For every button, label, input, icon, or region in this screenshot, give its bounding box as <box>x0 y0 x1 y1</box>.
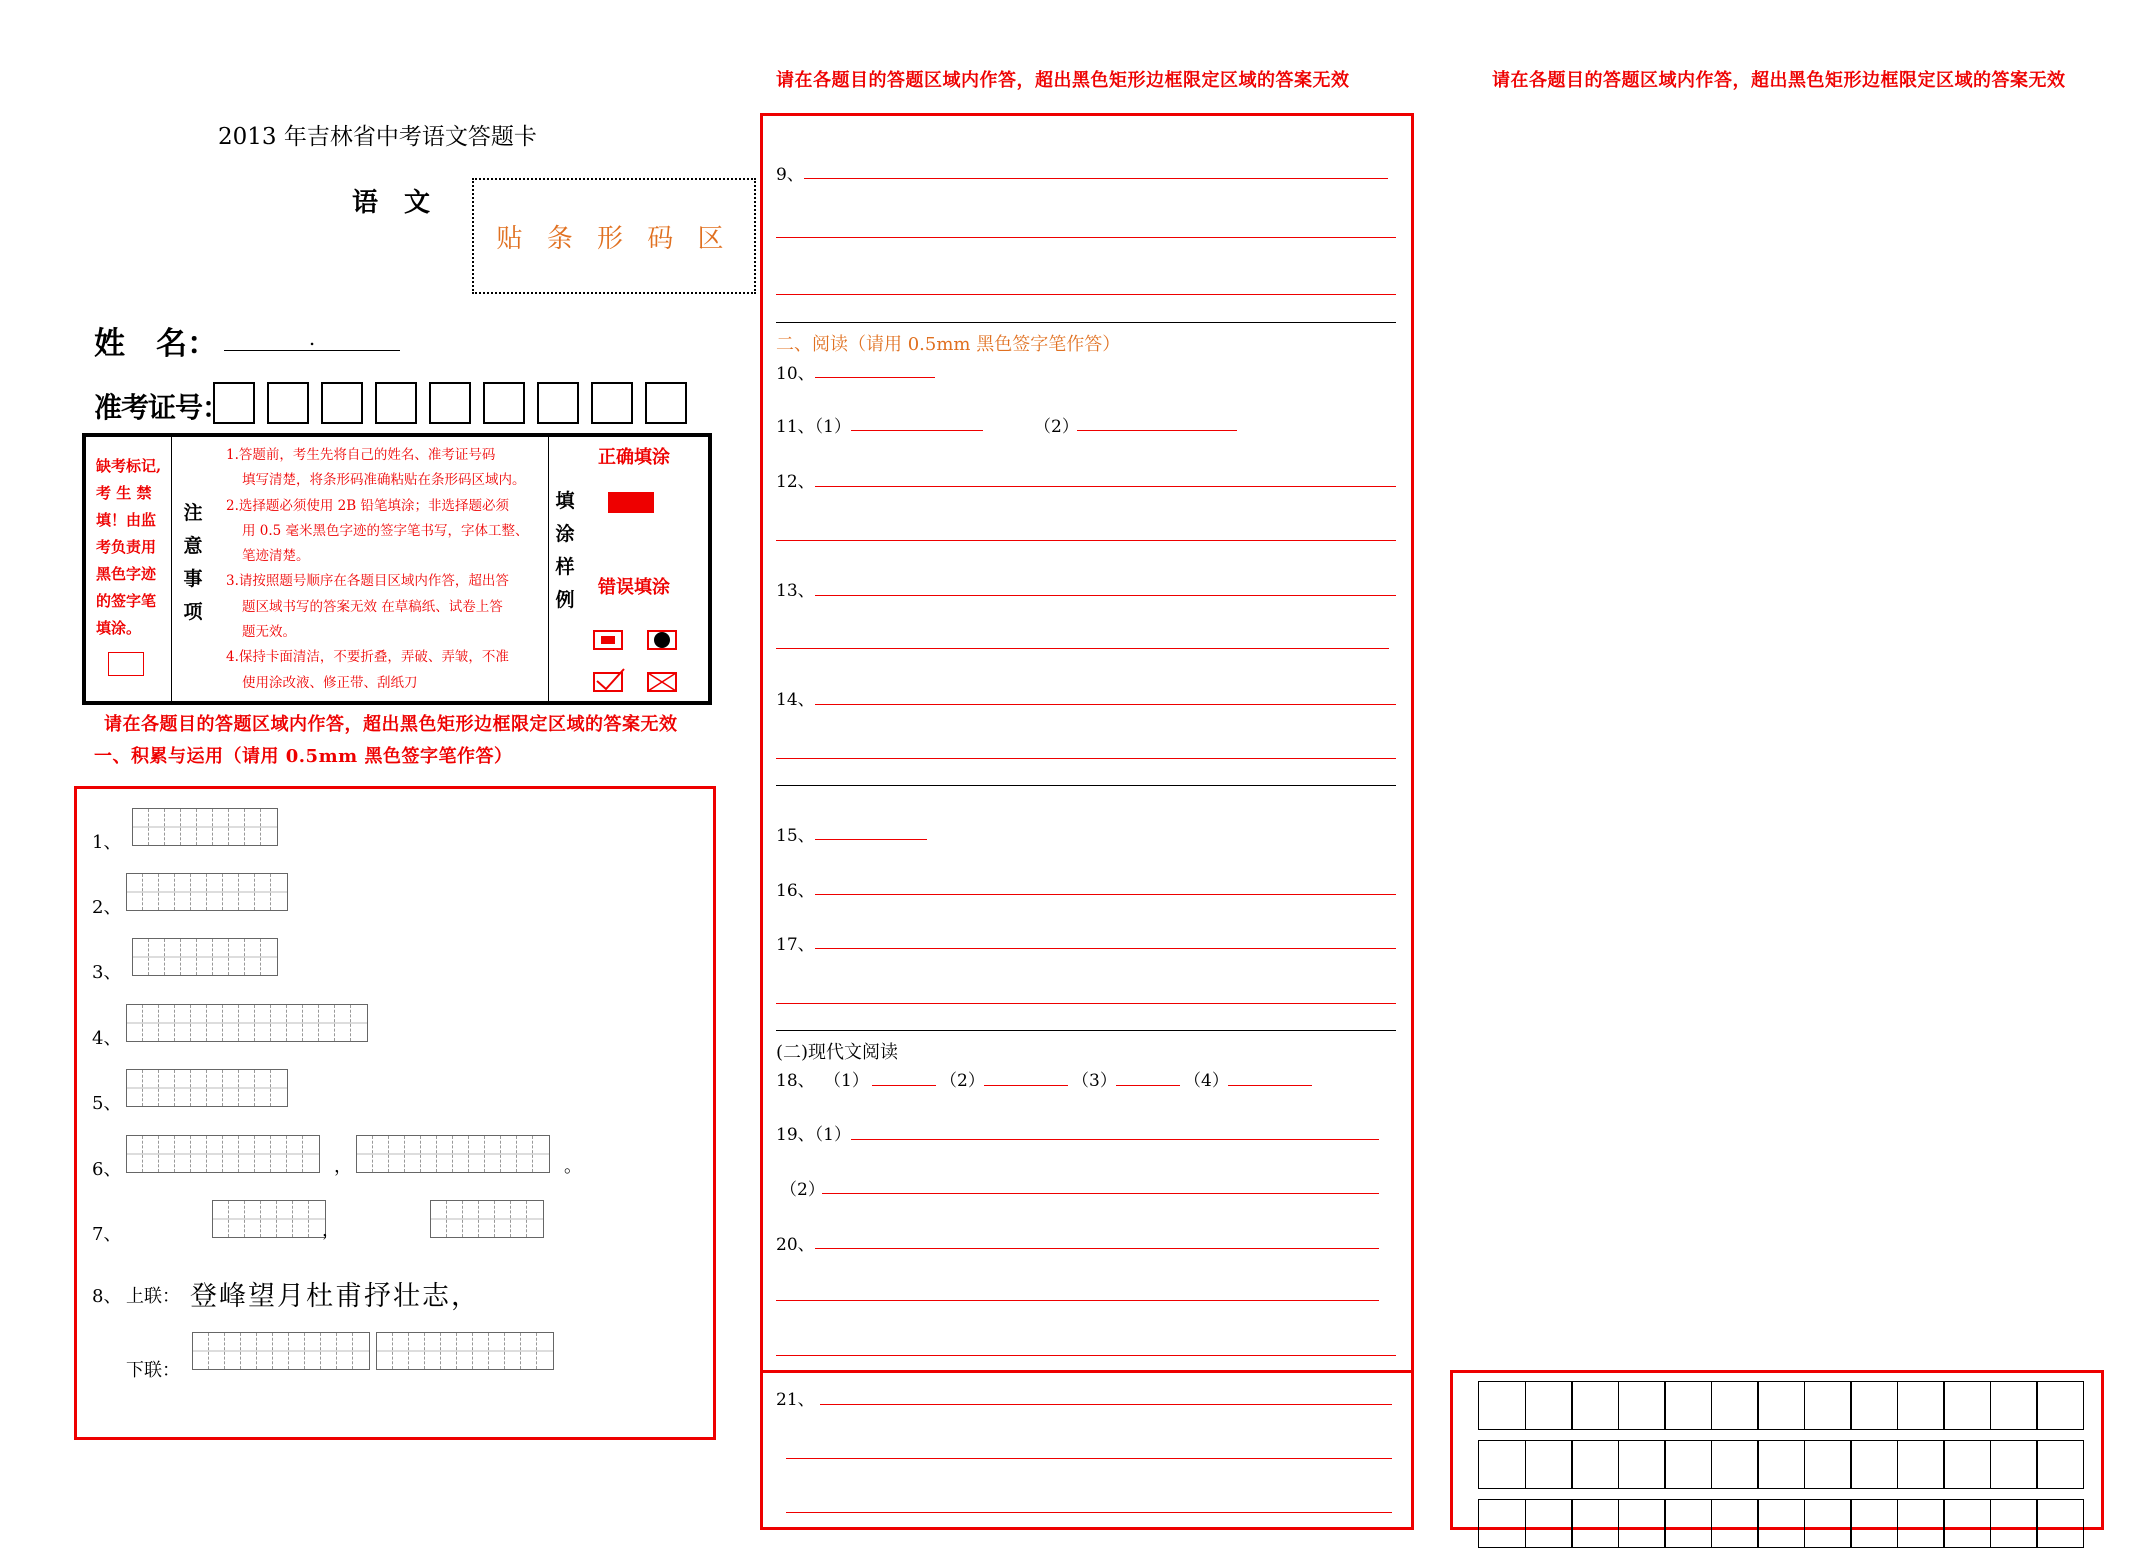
q21-label: 21、 <box>776 1390 815 1410</box>
section1-heading: 一、积累与运用（请用 0.5mm 黑色签字笔作答） <box>94 746 513 767</box>
grid-cell[interactable] <box>193 1333 209 1369</box>
grid-cell[interactable] <box>159 1136 175 1172</box>
composition-cell[interactable] <box>1850 1440 1898 1489</box>
grid-cell[interactable] <box>159 1070 175 1106</box>
composition-cell[interactable] <box>1757 1381 1805 1430</box>
q11-label: 11、（1） <box>776 417 851 437</box>
q16-label: 16、 <box>776 881 815 901</box>
q21-line[interactable] <box>820 1404 1392 1405</box>
grid-cell[interactable] <box>337 1333 353 1369</box>
grid-cell[interactable] <box>261 1201 277 1237</box>
grid-cell[interactable] <box>207 874 223 910</box>
grid-cell[interactable] <box>143 1070 159 1106</box>
grid-cell[interactable] <box>213 809 229 845</box>
grid-cell[interactable] <box>511 1201 527 1237</box>
q10-label: 10、 <box>776 364 815 384</box>
absent-mark-box[interactable] <box>108 652 144 676</box>
grid-cell[interactable] <box>159 874 175 910</box>
grid-cell[interactable] <box>425 1333 441 1369</box>
grid-cell[interactable] <box>273 1333 289 1369</box>
grid-cell[interactable] <box>277 1201 293 1237</box>
q16-line[interactable] <box>815 894 1396 895</box>
name-value: . <box>308 326 316 350</box>
q14-label: 14、 <box>776 690 815 710</box>
grid-cell[interactable] <box>303 1005 319 1041</box>
grid-cell[interactable] <box>261 939 277 975</box>
grid-cell[interactable] <box>501 1136 517 1172</box>
composition-cell[interactable] <box>1990 1381 2038 1430</box>
composition-cell[interactable] <box>1664 1381 1712 1430</box>
grid-cell[interactable] <box>213 1201 229 1237</box>
grid-cell[interactable] <box>159 1005 175 1041</box>
q9-label: 9、 <box>776 165 804 185</box>
grid-cell[interactable] <box>133 939 149 975</box>
q5-label: 5、 <box>92 1093 122 1114</box>
grid-cell[interactable] <box>207 1136 223 1172</box>
q7-grid-a[interactable] <box>212 1200 326 1238</box>
q5-grid[interactable] <box>126 1069 288 1107</box>
composition-cell[interactable] <box>1618 1381 1666 1430</box>
grid-cell[interactable] <box>239 1070 255 1106</box>
grid-cell[interactable] <box>143 1005 159 1041</box>
composition-cell[interactable] <box>1478 1499 1526 1548</box>
grid-cell[interactable] <box>389 1136 405 1172</box>
grid-cell[interactable] <box>527 1201 543 1237</box>
grid-cell[interactable] <box>225 1333 241 1369</box>
grid-cell[interactable] <box>373 1136 389 1172</box>
grid-cell[interactable] <box>289 1333 305 1369</box>
q12-label: 12、 <box>776 472 815 492</box>
composition-cell[interactable] <box>1711 1499 1759 1548</box>
grid-cell[interactable] <box>453 1136 469 1172</box>
grid-cell[interactable] <box>287 1136 303 1172</box>
q6-grid-a[interactable] <box>126 1135 320 1173</box>
warning-col2: 请在各题目的答题区域内作答，超出黑色矩形边框限定区域的答案无效 <box>776 70 1350 91</box>
q3-label: 3、 <box>92 962 122 983</box>
composition-cell[interactable] <box>1850 1499 1898 1548</box>
grid-cell[interactable] <box>191 1136 207 1172</box>
composition-cell[interactable] <box>2036 1381 2084 1430</box>
grid-cell[interactable] <box>405 1136 421 1172</box>
q20-line[interactable] <box>815 1248 1379 1249</box>
q2-label: 2、 <box>92 897 122 918</box>
grid-cell[interactable] <box>229 1201 245 1237</box>
q18-label: 18、 <box>776 1071 815 1091</box>
q18-3-label: （3） <box>1072 1071 1117 1091</box>
q11-line[interactable] <box>851 430 983 431</box>
q19-2-line[interactable] <box>822 1193 1379 1194</box>
grid-cell[interactable] <box>255 1136 271 1172</box>
warning-col1: 请在各题目的答题区域内作答，超出黑色矩形边框限定区域的答案无效 <box>104 714 678 735</box>
grid-cell[interactable] <box>437 1136 453 1172</box>
grid-cell[interactable] <box>521 1333 537 1369</box>
q9-line[interactable] <box>804 178 1388 179</box>
exam-id-box[interactable] <box>429 382 471 424</box>
grid-cell[interactable] <box>181 809 197 845</box>
grid-cell[interactable] <box>143 1136 159 1172</box>
grid-cell[interactable] <box>241 1333 257 1369</box>
composition-cell[interactable] <box>1897 1381 1945 1430</box>
grid-cell[interactable] <box>197 939 213 975</box>
section2-heading: 二、阅读（请用 0.5mm 黑色签字笔作答） <box>776 334 1121 355</box>
grid-cell[interactable] <box>479 1201 495 1237</box>
q1-grid[interactable] <box>132 808 278 846</box>
wrong-fill-label: 错误填涂 <box>598 577 670 598</box>
grid-cell[interactable] <box>517 1136 533 1172</box>
grid-cell[interactable] <box>319 1005 335 1041</box>
q6-period: 。 <box>564 1156 582 1177</box>
grid-cell[interactable] <box>149 939 165 975</box>
barcode-area <box>472 178 756 294</box>
grid-cell[interactable] <box>469 1136 485 1172</box>
grid-cell[interactable] <box>133 809 149 845</box>
grid-cell[interactable] <box>533 1136 549 1172</box>
q14-line[interactable] <box>815 704 1396 705</box>
composition-cell[interactable] <box>1711 1381 1759 1430</box>
exam-id-box[interactable] <box>375 382 417 424</box>
q12-line[interactable] <box>776 540 1396 541</box>
q9-line[interactable] <box>776 237 1396 238</box>
fill-divider <box>548 437 549 701</box>
grid-cell[interactable] <box>271 1005 287 1041</box>
grid-cell[interactable] <box>149 809 165 845</box>
grid-cell[interactable] <box>421 1136 437 1172</box>
q4-label: 4、 <box>92 1028 122 1049</box>
exam-id-box[interactable] <box>321 382 363 424</box>
q3-grid[interactable] <box>132 938 278 976</box>
divider <box>776 785 1396 786</box>
grid-cell[interactable] <box>271 1136 287 1172</box>
absent-line: 缺考标记, <box>96 457 162 475</box>
grid-cell[interactable] <box>537 1333 553 1369</box>
exam-id-box[interactable] <box>213 382 255 424</box>
grid-cell[interactable] <box>257 1333 273 1369</box>
grid-cell[interactable] <box>353 1333 369 1369</box>
notice-heading-char: 意 <box>183 535 203 557</box>
q7-comma: ， <box>322 1220 340 1241</box>
grid-cell[interactable] <box>255 874 271 910</box>
composition-cell[interactable] <box>1897 1440 1945 1489</box>
q17-label: 17、 <box>776 935 815 955</box>
composition-cell[interactable] <box>1804 1440 1852 1489</box>
q7-grid-b[interactable] <box>430 1200 544 1238</box>
modern-reading-heading: (二)现代文阅读 <box>776 1042 899 1063</box>
q17-line[interactable] <box>776 1003 1396 1004</box>
absent-line: 黑色字迹 <box>96 565 157 583</box>
composition-cell[interactable] <box>1943 1440 1991 1489</box>
q9-line[interactable] <box>776 294 1396 295</box>
q6-label: 6、 <box>92 1159 122 1180</box>
composition-cell[interactable] <box>1478 1381 1526 1430</box>
notice-item: 题无效。 <box>242 624 296 641</box>
q21-line[interactable] <box>786 1512 1392 1513</box>
reading-answer-box <box>760 113 1414 1373</box>
notice-item: 4.保持卡面清洁，不要折叠，弄破、弄皱，不准 <box>226 649 509 666</box>
notice-heading-char: 事 <box>183 568 203 590</box>
grid-cell[interactable] <box>457 1333 473 1369</box>
grid-cell[interactable] <box>197 809 213 845</box>
q19-2-label: （2） <box>780 1180 825 1200</box>
exam-id-box[interactable] <box>591 382 633 424</box>
grid-cell[interactable] <box>127 874 143 910</box>
q18-3-line[interactable] <box>1116 1085 1180 1086</box>
q18-1-label: （1） <box>824 1071 869 1091</box>
grid-cell[interactable] <box>223 874 239 910</box>
grid-cell[interactable] <box>441 1333 457 1369</box>
q18-4-line[interactable] <box>1228 1085 1312 1086</box>
absent-line: 考 生 禁 <box>96 484 152 502</box>
correct-fill-example <box>608 492 654 513</box>
notice-item: 题区域书写的答案无效 在草稿纸、试卷上答 <box>242 598 503 615</box>
wrong-fill-examples <box>586 627 696 697</box>
composition-cell[interactable] <box>1804 1381 1852 1430</box>
grid-cell[interactable] <box>293 1201 309 1237</box>
q13-line[interactable] <box>815 595 1396 596</box>
composition-cell[interactable] <box>1897 1499 1945 1548</box>
grid-cell[interactable] <box>239 874 255 910</box>
composition-cell[interactable] <box>1525 1381 1573 1430</box>
notice-item: 1.答题前，考生先将自己的姓名、准考证号码 <box>226 447 496 463</box>
composition-cell[interactable] <box>1804 1499 1852 1548</box>
grid-cell[interactable] <box>127 1070 143 1106</box>
q21-answer-box <box>760 1370 1414 1530</box>
correct-fill-label: 正确填涂 <box>598 447 670 468</box>
grid-cell[interactable] <box>239 1136 255 1172</box>
fill-label-char: 填 <box>555 490 575 512</box>
q20-label: 20、 <box>776 1235 815 1255</box>
warning-col3: 请在各题目的答题区域内作答，超出黑色矩形边框限定区域的答案无效 <box>1492 70 2066 91</box>
grid-cell[interactable] <box>377 1333 393 1369</box>
notice-heading-char: 项 <box>183 601 203 623</box>
composition-cell[interactable] <box>1664 1440 1712 1489</box>
q8-grid-a[interactable] <box>192 1332 370 1370</box>
notice-heading <box>180 497 206 629</box>
exam-id-label: 准考证号： <box>94 391 230 424</box>
grid-cell[interactable] <box>239 1005 255 1041</box>
exam-id-boxes[interactable] <box>213 382 699 424</box>
notice-item: 填写清楚，将条形码准确粘贴在条形码区域内。 <box>242 472 526 489</box>
grid-cell[interactable] <box>127 1136 143 1172</box>
grid-cell[interactable] <box>505 1333 521 1369</box>
barcode-label: 贴 条 形 码 区 <box>496 223 732 254</box>
q18-1-line[interactable] <box>872 1085 936 1086</box>
q20-line[interactable] <box>776 1300 1379 1301</box>
name-field[interactable] <box>224 326 400 351</box>
grid-cell[interactable] <box>351 1005 367 1041</box>
composition-row[interactable] <box>1478 1440 2083 1489</box>
grid-cell[interactable] <box>321 1333 337 1369</box>
composition-cell[interactable] <box>1757 1440 1805 1489</box>
grid-cell[interactable] <box>223 1136 239 1172</box>
grid-cell[interactable] <box>409 1333 425 1369</box>
fill-label <box>552 485 578 617</box>
composition-cell[interactable] <box>1757 1499 1805 1548</box>
absent-line: 的签字笔 <box>96 592 157 610</box>
q12-line[interactable] <box>815 486 1396 487</box>
composition-row[interactable] <box>1478 1381 2083 1430</box>
q7-label: 7、 <box>92 1224 122 1245</box>
composition-cell[interactable] <box>1478 1440 1526 1489</box>
grid-cell[interactable] <box>143 874 159 910</box>
grid-cell[interactable] <box>229 809 245 845</box>
composition-cell[interactable] <box>1618 1499 1666 1548</box>
composition-cell[interactable] <box>2036 1499 2084 1548</box>
composition-cell[interactable] <box>1990 1440 2038 1489</box>
grid-cell[interactable] <box>175 874 191 910</box>
exam-id-box[interactable] <box>483 382 525 424</box>
q8-upper-label: 上联： <box>126 1286 180 1307</box>
q21-line[interactable] <box>786 1458 1392 1459</box>
composition-cell[interactable] <box>1850 1381 1898 1430</box>
grid-cell[interactable] <box>473 1333 489 1369</box>
grid-cell[interactable] <box>181 939 197 975</box>
grid-cell[interactable] <box>223 1070 239 1106</box>
notice-box <box>82 433 712 705</box>
q6-comma: ， <box>334 1156 352 1177</box>
composition-cell[interactable] <box>1943 1499 1991 1548</box>
grid-cell[interactable] <box>213 939 229 975</box>
q1-label: 1、 <box>92 832 122 853</box>
grid-cell[interactable] <box>245 1201 261 1237</box>
composition-cell[interactable] <box>1618 1440 1666 1489</box>
fill-label-char: 例 <box>555 589 575 611</box>
composition-cell[interactable] <box>1664 1499 1712 1548</box>
grid-cell[interactable] <box>287 1005 303 1041</box>
subject-label: 语 文 <box>352 188 431 218</box>
composition-cell[interactable] <box>1943 1381 1991 1430</box>
grid-cell[interactable] <box>245 809 261 845</box>
grid-cell[interactable] <box>261 809 277 845</box>
grid-cell[interactable] <box>303 1136 319 1172</box>
grid-cell[interactable] <box>495 1201 511 1237</box>
grid-cell[interactable] <box>271 1070 287 1106</box>
grid-cell[interactable] <box>271 874 287 910</box>
grid-cell[interactable] <box>463 1201 479 1237</box>
q4-grid[interactable] <box>126 1004 368 1042</box>
exam-id-box[interactable] <box>645 382 687 424</box>
grid-cell[interactable] <box>229 939 245 975</box>
grid-cell[interactable] <box>245 939 261 975</box>
fill-label-char: 涂 <box>555 523 575 545</box>
composition-row[interactable] <box>1478 1499 2083 1548</box>
q18-4-label: （4） <box>1184 1071 1229 1091</box>
q8-lower-label: 下联： <box>126 1360 180 1381</box>
grid-cell[interactable] <box>255 1005 271 1041</box>
notice-item: 3.请按照题号顺序在各题目区域内作答，超出答 <box>226 573 509 590</box>
grid-cell[interactable] <box>305 1333 321 1369</box>
composition-cell[interactable] <box>1711 1440 1759 1489</box>
q8-upper-text: 登峰望月杜甫抒壮志， <box>190 1281 480 1312</box>
grid-cell[interactable] <box>489 1333 505 1369</box>
q8-grid-b[interactable] <box>376 1332 554 1370</box>
composition-cell[interactable] <box>2036 1440 2084 1489</box>
grid-cell[interactable] <box>165 809 181 845</box>
grid-cell[interactable] <box>191 1005 207 1041</box>
q13-label: 13、 <box>776 581 815 601</box>
q11-2-label: （2） <box>1034 417 1079 437</box>
grid-cell[interactable] <box>175 1005 191 1041</box>
q15-label: 15、 <box>776 826 815 846</box>
grid-cell[interactable] <box>223 1005 239 1041</box>
q19-label: 19、（1） <box>776 1125 851 1145</box>
grid-cell[interactable] <box>175 1136 191 1172</box>
q11-2-line[interactable] <box>1077 430 1237 431</box>
grid-cell[interactable] <box>335 1005 351 1041</box>
absent-line: 填涂。 <box>96 619 142 637</box>
card-title: 2013 年吉林省中考语文答题卡 <box>218 124 537 150</box>
q13-line[interactable] <box>776 648 1389 649</box>
grid-cell[interactable] <box>431 1201 447 1237</box>
grid-cell[interactable] <box>393 1333 409 1369</box>
fill-label-char: 样 <box>555 556 575 578</box>
q18-2-label: （2） <box>940 1071 985 1091</box>
grid-cell[interactable] <box>207 1005 223 1041</box>
composition-cell[interactable] <box>1525 1499 1573 1548</box>
notice-item: 2.选择题必须使用 2B 铅笔填涂；非选择题必须 <box>226 497 509 514</box>
exam-id-box[interactable] <box>267 382 309 424</box>
absent-column <box>86 437 172 701</box>
q19-1-line[interactable] <box>851 1139 1379 1140</box>
notice-item: 笔迹清楚。 <box>242 548 310 565</box>
q8-label: 8、 <box>92 1286 122 1307</box>
grid-cell[interactable] <box>447 1201 463 1237</box>
q14-line[interactable] <box>776 758 1396 759</box>
composition-cell[interactable] <box>1571 1381 1619 1430</box>
grid-cell[interactable] <box>127 1005 143 1041</box>
grid-cell[interactable] <box>175 1070 191 1106</box>
grid-cell[interactable] <box>191 874 207 910</box>
grid-cell[interactable] <box>165 939 181 975</box>
grid-cell[interactable] <box>209 1333 225 1369</box>
divider <box>776 1030 1396 1031</box>
grid-cell[interactable] <box>485 1136 501 1172</box>
composition-cell[interactable] <box>1571 1499 1619 1548</box>
wrong-fill-icons <box>586 627 696 697</box>
grid-cell[interactable] <box>357 1136 373 1172</box>
notice-item: 使用涂改液、修正带、刮纸刀 <box>242 674 418 691</box>
q10-line[interactable] <box>815 377 935 378</box>
notice-heading-char: 注 <box>183 502 203 524</box>
grid-cell[interactable] <box>191 1070 207 1106</box>
composition-cell[interactable] <box>1525 1440 1573 1489</box>
absent-line: 考负责用 <box>96 538 157 556</box>
grid-cell[interactable] <box>207 1070 223 1106</box>
q18-2-line[interactable] <box>984 1085 1068 1086</box>
absent-line: 填！由监 <box>96 511 157 529</box>
q6-grid-b[interactable] <box>356 1135 550 1173</box>
q2-grid[interactable] <box>126 873 288 911</box>
name-label: 姓 名： <box>94 326 218 362</box>
q17-line[interactable] <box>815 948 1396 949</box>
composition-cell[interactable] <box>1990 1499 2038 1548</box>
q20-line[interactable] <box>776 1355 1396 1356</box>
grid-cell[interactable] <box>255 1070 271 1106</box>
divider <box>776 322 1396 323</box>
notice-item: 用 0.5 毫米黑色字迹的签字笔书写，字体工整、 <box>242 522 529 539</box>
q15-line[interactable] <box>815 839 927 840</box>
composition-cell[interactable] <box>1571 1440 1619 1489</box>
exam-id-box[interactable] <box>537 382 579 424</box>
